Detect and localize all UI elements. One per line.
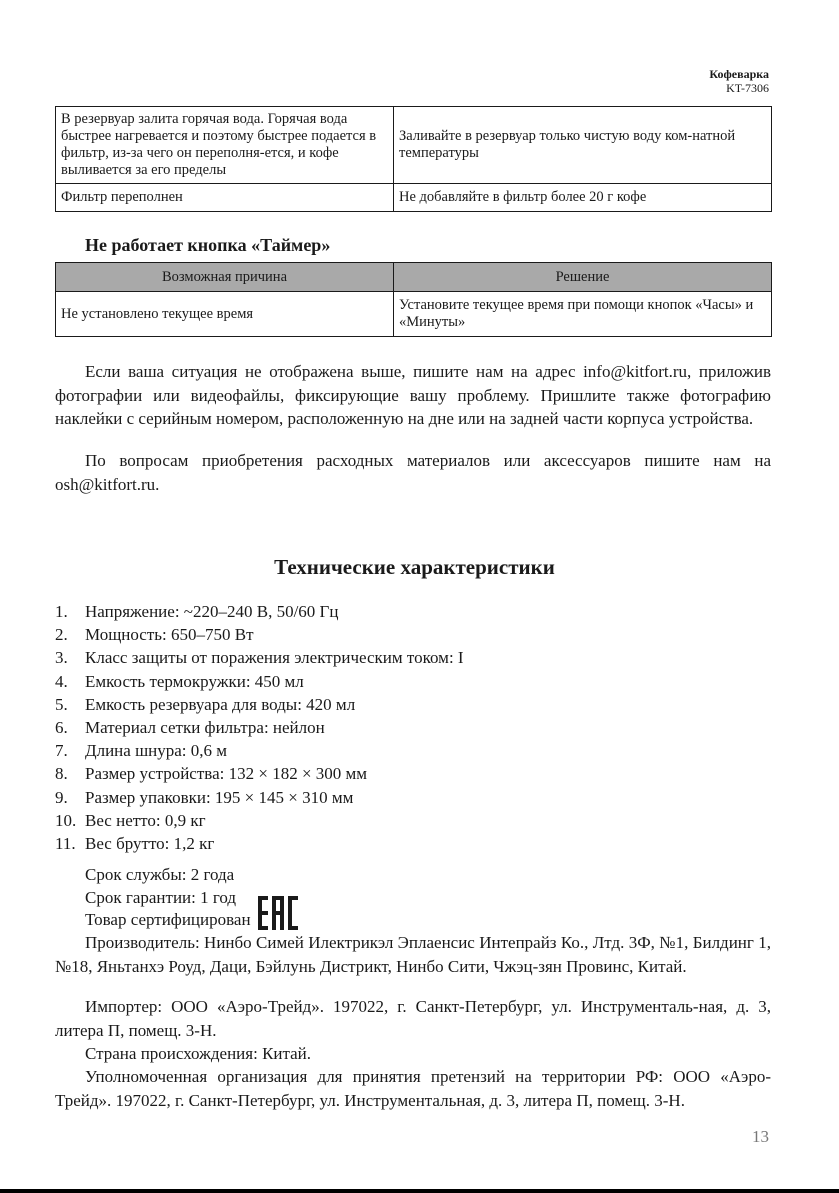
item-text: Длина шнура: 0,6 м: [85, 741, 228, 761]
header-model-code: KT-7306: [726, 81, 769, 95]
item-number: 6.: [55, 718, 68, 738]
solution-cell: Не добавляйте в фильтр более 20 г кофе: [394, 184, 772, 212]
list-item: [55, 670, 464, 693]
warranty-period: Срок гарантии: 1 год: [85, 887, 237, 907]
contact-paragraph: Если ваша ситуация не отображена выше, пишите нам на адрес info@kitfort.ru, приложив фотографии или видеофайлы, фиксирующие вашу проблему. Пришлите также фотографию наклейки с серийным номером, расположенную на дне или на задней части корпуса устройства.: [55, 362, 771, 428]
service-life: Срок службы: 2 года: [85, 865, 235, 884]
list-item: [55, 623, 464, 646]
solution-cell: Заливайте в резервуар только чистую воду ком-натной температуры: [394, 107, 772, 184]
timer-troubleshooting-table: [55, 262, 772, 337]
certification-row: [85, 909, 298, 932]
header-solution: Решение: [394, 263, 772, 292]
item-number: 8.: [55, 764, 68, 784]
item-number: 10.: [55, 810, 77, 830]
item-number: 9.: [55, 787, 68, 807]
solution-cell: Установите текущее время при помощи кнопок «Часы» и «Минуты»: [394, 292, 772, 337]
item-text: Емкость термокружки: 450 мл: [85, 671, 304, 691]
certified-text: Товар сертифицирован: [85, 910, 251, 929]
list-item: [55, 646, 464, 669]
cause-cell: Фильтр переполнен: [56, 184, 394, 212]
cause-cell: Не установлено текущее время: [56, 292, 394, 337]
list-item: [55, 832, 464, 855]
list-item: [55, 600, 464, 623]
header-cause: Возможная причина: [56, 263, 394, 292]
origin-paragraph: Страна происхождения: Китай.: [85, 1044, 312, 1063]
item-text: Материал сетки фильтра: нейлон: [85, 718, 325, 738]
item-number: 1.: [55, 602, 68, 621]
eac-mark-icon: [258, 896, 298, 930]
item-text: Вес брутто: 1,2 кг: [85, 834, 215, 854]
list-item: [55, 809, 464, 832]
specs-list: [55, 600, 464, 855]
manufacturer-paragraph: Производитель: Нинбо Симей Илектрикэл Эплаенсис Интепрайз Ко., Лтд. 3Ф, №1, Билдинг 1, №18, Яньтанхэ Роуд, Даци, Бэйлунь Дистрикт, Нинбо Сити, Чжэц-зян Провинс, Китай.: [55, 933, 771, 976]
list-item: [55, 739, 464, 762]
list-item: [55, 716, 464, 739]
table-header-row: [56, 263, 772, 292]
item-text: Размер упаковки: 195 × 145 × 310 мм: [85, 787, 354, 807]
accessories-paragraph: По вопросам приобретения расходных материалов или аксессуаров пишите нам на osh@kitfort.ru.: [55, 451, 771, 494]
importer-paragraph: Импортер: ООО «Аэро-Трейд». 197022, г. Санкт-Петербург, ул. Инструменталь-ная, д. 3, литера П, помещ. 3-Н.: [55, 997, 771, 1040]
table-row: [56, 184, 772, 212]
bottom-edge-rule: [0, 1189, 839, 1193]
service-info: [85, 864, 298, 932]
item-text: Емкость резервуара для воды: 420 мл: [85, 694, 356, 714]
item-text: Класс защиты от поражения электрическим током: I: [85, 648, 464, 668]
cause-cell: В резервуар залита горячая вода. Горячая вода быстрее нагревается и поэтому быстрее подается в фильтр, из-за чего он переполня-ется, и кофе выливается за его пределы: [56, 107, 394, 184]
item-number: 5.: [55, 694, 68, 714]
item-number: 7.: [55, 741, 68, 761]
list-item: [55, 762, 464, 785]
list-item: [55, 786, 464, 809]
authorized-org-paragraph: Уполномоченная организация для принятия претензий на территории РФ: ООО «Аэро-Трейд». 197022, г. Санкт-Петербург, ул. Инструментальная, д. 3, литера П, помещ. 3-Н.: [55, 1067, 771, 1110]
item-text: Мощность: 650–750 Вт: [85, 625, 254, 645]
table-row: [56, 107, 772, 184]
specs-title: Технические характеристики: [274, 555, 555, 579]
timer-section-title: Не работает кнопка «Таймер»: [85, 235, 331, 255]
item-text: Вес нетто: 0,9 кг: [85, 810, 206, 830]
table-row: [56, 292, 772, 337]
item-number: 11.: [55, 834, 76, 854]
item-number: 2.: [55, 625, 68, 645]
item-number: 4.: [55, 671, 68, 691]
list-item: [55, 693, 464, 716]
header-model: Кофеварка: [709, 67, 769, 81]
troubleshooting-table-continued: [55, 106, 772, 212]
page-number: 13: [752, 1127, 769, 1146]
item-number: 3.: [55, 648, 68, 668]
item-text: Размер устройства: 132 × 182 × 300 мм: [85, 764, 368, 784]
item-text: Напряжение: ~220–240 В, 50/60 Гц: [85, 602, 339, 621]
running-header: [709, 67, 769, 96]
